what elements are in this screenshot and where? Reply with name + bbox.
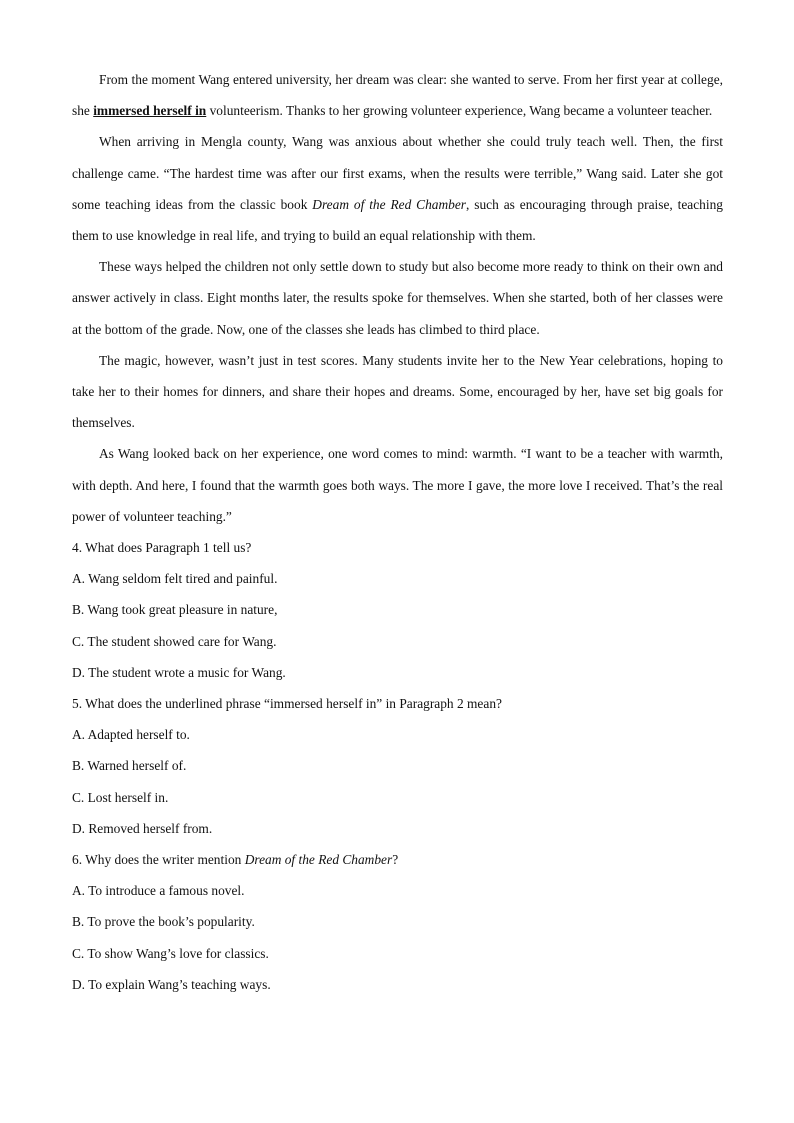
question-stem — [72, 844, 723, 875]
p2-text-before: When arriving in Mengla county, Wang was anxious about whether she could truly teach well. Then, the first challenge came. “The hardest time was after our first exams, when the results were terrible,” Wang said. Later she got some teaching ideas from the classic book — [72, 134, 723, 212]
passage-paragraph-3: These ways helped the children not only settle down to study but also become more ready to think on their own and answer actively in class. Eight months later, the results spoke for themselves. When she started, both of her classes were at the bottom of the grade. Now, one of the classes she leads has climbed to third place. — [72, 259, 723, 337]
p1-text-before: From the moment Wang entered university, her dream was clear: she wanted to serve. From her first year at college, she — [72, 72, 723, 119]
book-title: Dream of the Red Chamber — [312, 196, 467, 212]
option-c: C. To show Wang’s love for classics. — [72, 945, 269, 961]
passage-paragraph-1 — [72, 64, 723, 126]
option-a: A. Adapted herself to. — [72, 727, 190, 743]
option-b: B. Wang took great pleasure in nature, — [72, 602, 278, 618]
q6-book-title: Dream of the Red Chamber — [244, 852, 393, 868]
option-a: A. To introduce a famous novel. — [72, 883, 245, 899]
option-c: C. The student showed care for Wang. — [72, 633, 277, 649]
passage-paragraph-4: The magic, however, wasn’t just in test scores. Many students invite her to the New Year celebrations, hoping to take her to their homes for dinners, and share their hopes and dreams. Some, encouraged by her, have set big goals for themselves. — [72, 352, 723, 431]
q6-stem-after: ? — [392, 852, 399, 868]
option-d: D. Removed herself from. — [72, 820, 213, 836]
underlined-phrase: immersed herself in — [93, 103, 207, 119]
option-c: C. Lost herself in. — [72, 789, 169, 805]
question-stem: 4. What does Paragraph 1 tell us? — [72, 540, 252, 556]
option-a: A. Wang seldom felt tired and painful. — [72, 571, 278, 587]
option-d: D. The student wrote a music for Wang. — [72, 664, 286, 680]
passage-paragraph-2 — [72, 126, 723, 251]
question-6 — [72, 844, 723, 1000]
worksheet-page — [72, 64, 723, 1000]
question-5 — [72, 688, 723, 844]
option-d: D. To explain Wang’s teaching ways. — [72, 976, 271, 992]
question-4 — [72, 532, 723, 688]
p2-text-after: , such as encouraging through praise, teaching them to use knowledge in real life, and trying to build an equal relationship with them. — [72, 196, 723, 244]
question-stem: 5. What does the underlined phrase “immersed herself in” in Paragraph 2 mean? — [72, 696, 502, 712]
p1-text-after: volunteerism. Thanks to her growing volunteer experience, Wang became a volunteer teacher. — [206, 103, 713, 119]
q6-stem-before: 6. Why does the writer mention — [72, 852, 245, 868]
passage-paragraph-5: As Wang looked back on her experience, one word comes to mind: warmth. “I want to be a teacher with warmth, with depth. And here, I found that the warmth goes both ways. The more I gave, the more love I received. That’s the real power of volunteer teaching.” — [72, 446, 723, 524]
option-b: B. Warned herself of. — [72, 758, 187, 774]
option-b: B. To prove the book’s popularity. — [72, 914, 255, 930]
